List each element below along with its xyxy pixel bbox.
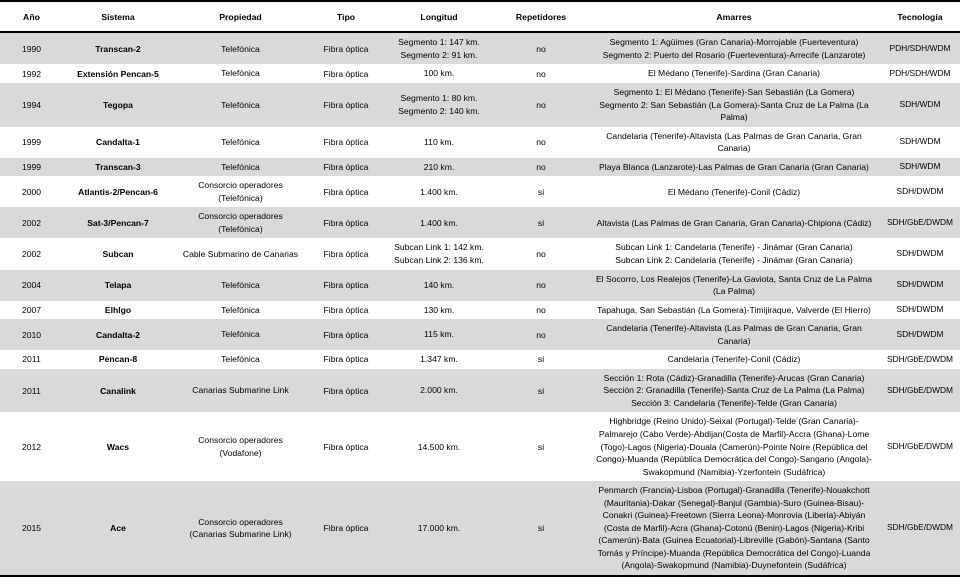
cell-sistema: Candalta-2 <box>63 319 173 350</box>
cell-line: 1.400 km. <box>420 217 458 228</box>
cell-line: (Telefónica) <box>218 192 263 203</box>
cell-tecnologia: SDH/WDM <box>880 127 960 158</box>
table-header-row <box>0 2 960 32</box>
cell-propiedad: Telefónica <box>173 319 308 350</box>
cell-line: Canarias Submarine Link <box>192 385 289 396</box>
cell-tipo: Fibra óptica <box>308 83 384 127</box>
cell-line: Segmento 1: 80 km. <box>400 93 478 104</box>
cell-propiedad <box>173 207 308 238</box>
cell-longitud <box>384 412 494 481</box>
cell-tipo: Fibra óptica <box>308 207 384 238</box>
cell-sistema: Tegopa <box>63 83 173 127</box>
cell-tipo: Fibra óptica <box>308 127 384 158</box>
column-header-tipo: Tipo <box>308 2 384 32</box>
cell-line: Highbridge (Reino Unido)-Seixal (Portugal)-Telde (Gran Canaria)-Palmarejo (Cabo Verde)-Abdijan(Costa de Marfil)-Accra (Ghana)-Lome (Togo)-Lagos (Nigeria)-Douala (Camerún)-Pointe Noire (República del Congo)-Muanda (República Democrática del Congo)-Sangano (Angola)-Swakopmund (Namibia)-Yzerfontein (Sudáfrica) <box>596 416 872 477</box>
cell-tipo: Fibra óptica <box>308 176 384 207</box>
cell-repetidores: no <box>494 158 588 177</box>
cell-longitud <box>384 238 494 269</box>
cell-line: (Canarias Submarine Link) <box>189 529 292 540</box>
cell-line: Subcan Link 1: 142 km. <box>394 242 484 253</box>
table-row <box>0 176 960 207</box>
cell-line: (Telefónica) <box>218 223 263 234</box>
cell-sistema: Candalta-1 <box>63 127 173 158</box>
cell-amarres <box>588 64 880 83</box>
cell-propiedad: Telefónica <box>173 32 308 64</box>
cell-sistema: Wacs <box>63 412 173 481</box>
cell-amarres <box>588 238 880 269</box>
cell-anio: 2012 <box>0 412 63 481</box>
table-row <box>0 350 960 369</box>
cell-repetidores: no <box>494 301 588 320</box>
cell-anio: 1992 <box>0 64 63 83</box>
cell-tipo: Fibra óptica <box>308 238 384 269</box>
cell-tecnologia: SDH/DWDM <box>880 270 960 301</box>
cell-longitud <box>384 176 494 207</box>
cell-line: El Médano (Tenerife)-Conil (Cádiz) <box>667 186 801 197</box>
cell-line: Altavista (Las Palmas de Gran Canaria, Gran Canaria)-Chipiona (Cádiz) <box>596 217 872 228</box>
cell-amarres <box>588 83 880 127</box>
table-row <box>0 301 960 320</box>
cell-line: 2.000 km. <box>420 385 458 396</box>
cell-repetidores: si <box>494 176 588 207</box>
cell-repetidores: no <box>494 127 588 158</box>
cell-line: Segmento 2: 91 km. <box>400 49 478 60</box>
cell-amarres <box>588 481 880 575</box>
cell-anio: 2004 <box>0 270 63 301</box>
cell-amarres <box>588 32 880 64</box>
cell-line: Segmento 2: San Sebastián (La Gomera)-Santa Cruz de La Palma (La Palma) <box>599 99 869 123</box>
cell-tecnologia: PDH/SDH/WDM <box>880 32 960 64</box>
cell-line: Consorcio operadores <box>198 180 283 191</box>
cell-tipo: Fibra óptica <box>308 481 384 575</box>
cell-amarres <box>588 350 880 369</box>
cell-propiedad <box>173 176 308 207</box>
cell-anio: 2015 <box>0 481 63 575</box>
cell-line: Consorcio operadores <box>198 516 283 527</box>
cell-line: 130 km. <box>423 304 455 315</box>
cell-repetidores: no <box>494 83 588 127</box>
cell-sistema: Subcan <box>63 238 173 269</box>
cell-line: Segmento 2: 140 km. <box>398 105 480 116</box>
cell-line: Cable Submarino de Canarias <box>182 248 299 259</box>
cell-repetidores: si <box>494 412 588 481</box>
cell-line: (Vodafone) <box>219 447 262 458</box>
cell-tecnologia: SDH/GbE/DWDM <box>880 369 960 413</box>
cell-line: Sección 2: Granadilla (Tenerife)-Santa Cruz de La Palma (La Palma) <box>603 385 865 396</box>
cell-amarres <box>588 158 880 177</box>
cell-tecnologia: SDH/GbE/DWDM <box>880 207 960 238</box>
cell-tipo: Fibra óptica <box>308 319 384 350</box>
cell-repetidores: si <box>494 350 588 369</box>
cell-propiedad: Telefónica <box>173 158 308 177</box>
cell-longitud <box>384 83 494 127</box>
cell-tecnologia: SDH/WDM <box>880 83 960 127</box>
cell-longitud <box>384 64 494 83</box>
cell-line: Subcan Link 2: 136 km. <box>394 255 484 265</box>
cell-propiedad: Telefónica <box>173 301 308 320</box>
cell-tipo: Fibra óptica <box>308 412 384 481</box>
table-row <box>0 481 960 575</box>
cell-tipo: Fibra óptica <box>308 32 384 64</box>
cell-line: Segmento 2: Puerto del Rosario (Fuerteventura)-Arrecife (Lanzarote) <box>602 49 866 60</box>
cell-tecnologia: SDH/GbE/DWDM <box>880 350 960 369</box>
cell-line: Candelaria (Tenerife)-Altavista (Las Palmas de Gran Canaria, Gran Canaria) <box>606 323 862 346</box>
cell-repetidores: no <box>494 64 588 83</box>
cell-line: Sección 3: Candelaria (Tenerife)-Telde (Gran Canaria) <box>631 397 837 408</box>
table-row <box>0 32 960 64</box>
cell-line: Playa Blanca (Lanzarote)-Las Palmas de Gran Canaria (Gran Canaria) <box>599 161 869 172</box>
cell-line: 110 km. <box>424 136 454 147</box>
table-row <box>0 319 960 350</box>
cell-repetidores: no <box>494 32 588 64</box>
cell-longitud <box>384 270 494 301</box>
cell-tecnologia: SDH/GbE/DWDM <box>880 412 960 481</box>
cell-sistema: Sat-3/Pencan-7 <box>63 207 173 238</box>
cell-repetidores: no <box>494 238 588 269</box>
cell-tecnologia: SDH/DWDM <box>880 319 960 350</box>
cell-amarres <box>588 127 880 158</box>
cell-propiedad <box>173 481 308 575</box>
cell-repetidores: si <box>494 207 588 238</box>
cell-sistema: Telapa <box>63 270 173 301</box>
cell-anio: 1999 <box>0 158 63 177</box>
cell-sistema: Canalink <box>63 369 173 413</box>
cell-anio: 1999 <box>0 127 63 158</box>
cell-tipo: Fibra óptica <box>308 64 384 83</box>
cell-repetidores: no <box>494 270 588 301</box>
column-header-propiedad: Propiedad <box>173 2 308 32</box>
cell-line: 1.400 km. <box>420 186 458 197</box>
cell-tecnologia: SDH/WDM <box>880 158 960 177</box>
cell-sistema: Extensión Pencan-5 <box>63 64 173 83</box>
cell-line: Consorcio operadores <box>198 435 283 446</box>
cell-longitud <box>384 32 494 64</box>
cell-line: Sección 1: Rota (Cádiz)-Granadilla (Tenerife)-Arucas (Gran Canaria) <box>603 372 865 383</box>
cell-propiedad: Telefónica <box>173 350 308 369</box>
column-header-anio: Año <box>0 2 63 32</box>
cell-propiedad: Telefónica <box>173 83 308 127</box>
cell-amarres <box>588 369 880 413</box>
cell-tecnologia: PDH/SDH/WDM <box>880 64 960 83</box>
cell-longitud <box>384 481 494 575</box>
table-row <box>0 158 960 177</box>
cell-sistema: Pencan-8 <box>63 350 173 369</box>
cell-propiedad: Telefónica <box>173 270 308 301</box>
cell-line: Tapahuga, San Sebastián (La Gomera)-Timijiraque, Valverde (El Hierro) <box>597 304 871 315</box>
cell-line: 210 km. <box>423 161 455 172</box>
cell-propiedad <box>173 238 308 269</box>
cell-line: Segmento 1: 147 km. <box>398 37 480 48</box>
cell-tipo: Fibra óptica <box>308 369 384 413</box>
table-row <box>0 83 960 127</box>
cell-longitud <box>384 127 494 158</box>
cell-tipo: Fibra óptica <box>308 350 384 369</box>
cell-anio: 2011 <box>0 369 63 413</box>
column-header-longitud: Longitud <box>384 2 494 32</box>
cell-tecnologia: SDH/DWDM <box>880 176 960 207</box>
cell-sistema: Atlantis-2/Pencan-6 <box>63 176 173 207</box>
cell-line: 17.000 km. <box>417 522 461 533</box>
cell-line: Consorcio operadores <box>198 211 283 222</box>
cell-line: El Socorro, Los Realejos (Tenerife)-La Gaviota, Santa Cruz de La Palma (La Palma) <box>595 273 873 297</box>
table-body <box>0 32 960 575</box>
cell-amarres <box>588 270 880 301</box>
cell-longitud <box>384 319 494 350</box>
column-header-amarres: Amarres <box>588 2 880 32</box>
cell-sistema: Elhlgo <box>63 301 173 320</box>
cell-line: 140 km. <box>423 279 455 290</box>
cell-tipo: Fibra óptica <box>308 270 384 301</box>
cell-amarres <box>588 412 880 481</box>
cell-tipo: Fibra óptica <box>308 301 384 320</box>
cell-propiedad: Telefónica <box>173 64 308 83</box>
cell-line: 14.500 km. <box>417 441 461 452</box>
cell-amarres <box>588 176 880 207</box>
cell-tecnologia: SDH/DWDM <box>880 238 960 269</box>
cell-propiedad <box>173 369 308 413</box>
cell-line: 1.347 km. <box>420 354 458 365</box>
cell-sistema: Ace <box>63 481 173 575</box>
column-header-tecnologia: Tecnología <box>880 2 960 32</box>
cell-repetidores: si <box>494 369 588 413</box>
cell-anio: 1994 <box>0 83 63 127</box>
table-header <box>0 2 960 32</box>
cell-sistema: Transcan-3 <box>63 158 173 177</box>
cell-sistema: Transcan-2 <box>63 32 173 64</box>
cell-line: 100 km. <box>423 68 455 79</box>
cell-amarres <box>588 301 880 320</box>
cell-line: 115 km. <box>424 329 454 340</box>
cell-tecnologia: SDH/DWDM <box>880 301 960 320</box>
cell-line: Subcan Link 2: Candelaria (Tenerife) - Jinámar (Gran Canaria) <box>615 255 853 265</box>
cell-line: Subcan Link 1: Candelaria (Tenerife) - Jinámar (Gran Canaria) <box>615 242 853 253</box>
cell-line: Segmento 1: El Médano (Tenerife)-San Sebastián (La Gomera) <box>613 86 855 97</box>
column-header-repetidores: Repetidores <box>494 2 588 32</box>
cell-propiedad <box>173 412 308 481</box>
cell-tipo: Fibra óptica <box>308 158 384 177</box>
cell-line: Candelaria (Tenerife)-Altavista (Las Palmas de Gran Canaria, Gran Canaria) <box>606 130 862 154</box>
cell-amarres <box>588 319 880 350</box>
cable-systems-table <box>0 2 960 575</box>
cell-anio: 2011 <box>0 350 63 369</box>
cell-anio: 2000 <box>0 176 63 207</box>
column-header-sistema: Sistema <box>63 2 173 32</box>
cell-longitud <box>384 207 494 238</box>
table-row <box>0 127 960 158</box>
cell-tecnologia: SDH/GbE/DWDM <box>880 481 960 575</box>
cell-longitud <box>384 369 494 413</box>
table-row <box>0 207 960 238</box>
table-row <box>0 64 960 83</box>
table-row <box>0 412 960 481</box>
cell-line: El Médano (Tenerife)-Sardina (Gran Canaria) <box>648 68 820 79</box>
table-row <box>0 270 960 301</box>
cell-line: Candelaria (Tenerife)-Conil (Cádiz) <box>667 354 801 365</box>
cell-anio: 2007 <box>0 301 63 320</box>
cell-longitud <box>384 350 494 369</box>
cell-longitud <box>384 301 494 320</box>
table-row <box>0 369 960 413</box>
cell-longitud <box>384 158 494 177</box>
cell-line: Penmarch (Francia)-Lisboa (Portugal)-Granadilla (Tenerife)-Nouakchott (Mauritania)-Dakar (Senegal)-Banjul (Gambia)-Suro (Guinea-Bisau)-Conakri (Guinea)-Freetown (Sierra Leona)-Monrovia (Liberia)-Abiyán (Costa de Marfil)-Acra (Ghana)-Cotonú (Benin)-Lagos (Nigeria)-Kribi (Camerún)-Bata (Guinea Ecuatorial)-Libreville (Gabón)-Santana (Santo Tomás y Príncipe)-Muanda (República Democrática del Congo)-Luanda (Angola)-Swakopmund (Namibia)-Duynefontein (Sudáfrica) <box>597 485 871 571</box>
table-row <box>0 238 960 269</box>
cell-anio: 2010 <box>0 319 63 350</box>
cell-repetidores: si <box>494 481 588 575</box>
cell-amarres <box>588 207 880 238</box>
cell-repetidores: no <box>494 319 588 350</box>
cell-anio: 2002 <box>0 238 63 269</box>
cell-anio: 1990 <box>0 32 63 64</box>
cell-propiedad: Telefónica <box>173 127 308 158</box>
cell-anio: 2002 <box>0 207 63 238</box>
cell-line: Segmento 1: Agüimes (Gran Canaria)-Morrojable (Fuerteventura) <box>609 37 859 48</box>
